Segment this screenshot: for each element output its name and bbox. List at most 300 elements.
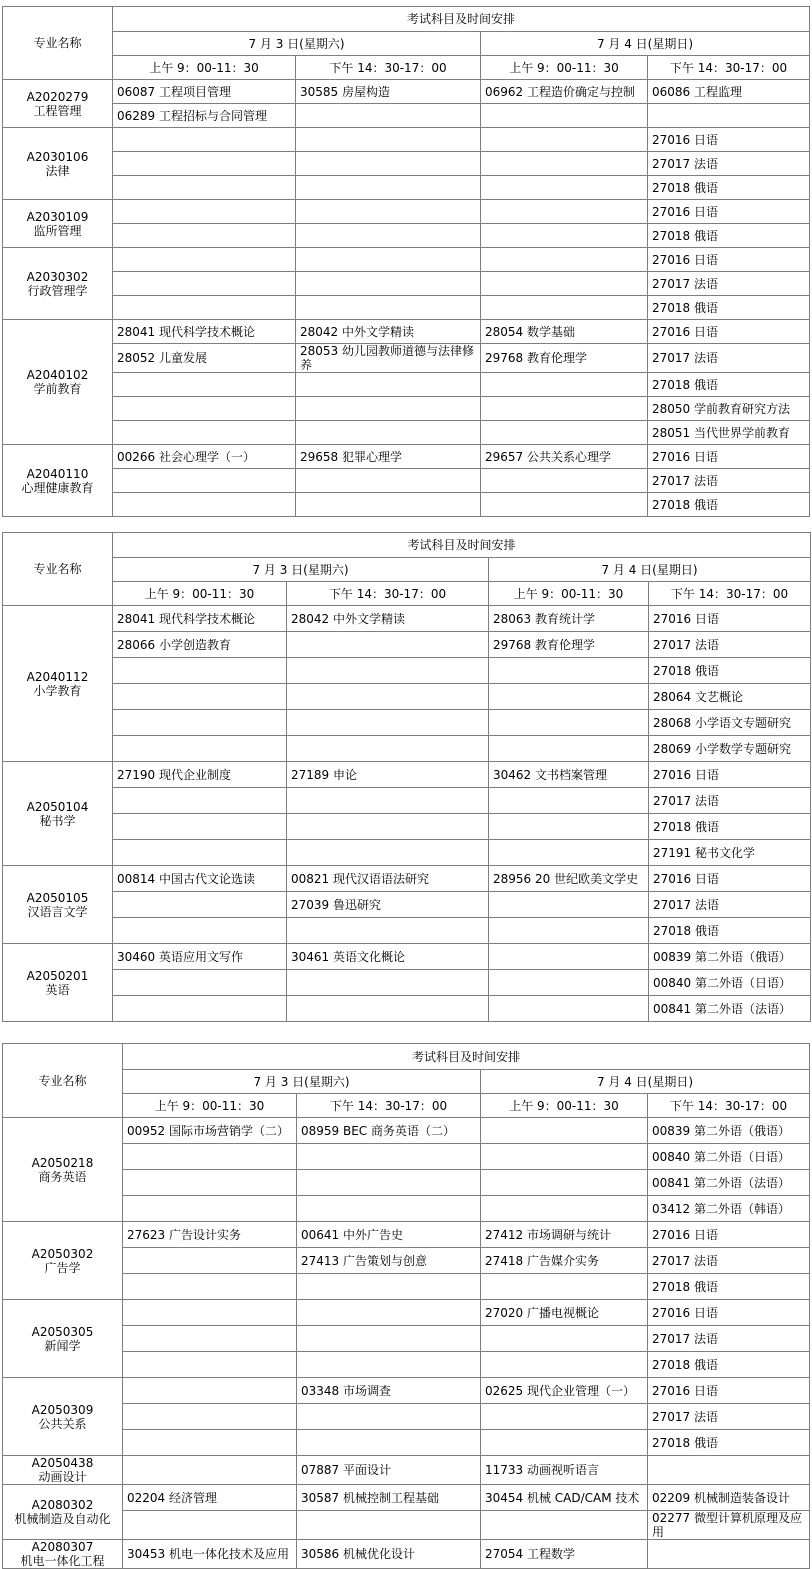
table-row	[3, 1404, 810, 1430]
course-cell: 30461 英语文化概论	[287, 944, 489, 970]
table-row	[3, 814, 811, 840]
major-code: A2020279	[26, 89, 89, 104]
course-cell	[123, 1300, 297, 1326]
course-cell: 27190 现代企业制度	[113, 762, 287, 788]
course-cell: 27016 日语	[648, 200, 810, 224]
major-code: A2080302	[31, 1498, 94, 1512]
course-cell: 27017 法语	[648, 272, 810, 296]
course-cell	[123, 1352, 297, 1378]
course-cell: 28069 小学数学专题研究	[649, 736, 811, 762]
table-row	[3, 1300, 810, 1326]
table-row	[3, 200, 810, 224]
course-cell	[113, 736, 287, 762]
table-row	[3, 176, 810, 200]
course-cell	[481, 1144, 648, 1170]
course-cell	[489, 814, 649, 840]
course-cell	[481, 397, 648, 421]
header-row	[3, 7, 810, 32]
major-code: A2030109	[26, 209, 89, 224]
course-cell: 27016 日语	[648, 248, 810, 272]
course-cell	[489, 658, 649, 684]
course-cell	[481, 1274, 648, 1300]
major-name: 秘书学	[39, 813, 76, 828]
major-cell	[3, 1222, 123, 1300]
table-row	[3, 1248, 810, 1274]
course-cell	[648, 1456, 810, 1485]
course-cell	[123, 1511, 297, 1540]
course-cell	[296, 128, 481, 152]
major-cell	[3, 248, 113, 320]
major-name: 广告学	[44, 1260, 81, 1275]
morning-session-header: 上午 9：00-11：30	[489, 582, 649, 606]
header-row	[3, 582, 811, 606]
course-cell: 28066 小学创造教育	[113, 632, 287, 658]
course-cell	[113, 272, 296, 296]
course-cell: 29768 教育伦理学	[489, 632, 649, 658]
course-cell: 27413 广告策划与创意	[297, 1248, 481, 1274]
course-cell: 27018 俄语	[648, 1430, 810, 1456]
table-row	[3, 104, 810, 128]
course-cell: 28054 数学基础	[481, 320, 648, 344]
course-cell	[481, 1326, 648, 1352]
course-cell	[489, 996, 649, 1022]
table-row	[3, 944, 811, 970]
course-cell	[113, 970, 287, 996]
course-cell	[481, 1404, 648, 1430]
major-name: 小学教育	[33, 683, 82, 698]
day1-header: 7 月 3 日(星期六)	[113, 32, 481, 56]
major-code: A2080307	[31, 1540, 94, 1554]
schedule-title: 考试科目及时间安排	[123, 1044, 810, 1070]
morning-session-header: 上午 9：00-11：30	[113, 582, 287, 606]
course-cell: 28041 现代科学技术概论	[113, 320, 296, 344]
course-cell: 27018 俄语	[648, 493, 810, 517]
afternoon-session-header: 下午 14：30-17：00	[649, 582, 811, 606]
course-cell	[287, 840, 489, 866]
table-row	[3, 344, 810, 373]
course-cell	[296, 397, 481, 421]
course-cell: 27018 俄语	[648, 373, 810, 397]
course-cell: 27018 俄语	[649, 658, 811, 684]
major-name: 心理健康教育	[21, 480, 94, 495]
schedule-table	[2, 532, 811, 1022]
course-cell	[287, 814, 489, 840]
course-cell: 29768 教育伦理学	[481, 344, 648, 373]
course-cell: 00821 现代汉语语法研究	[287, 866, 489, 892]
course-cell	[113, 658, 287, 684]
course-cell	[489, 788, 649, 814]
course-cell: 00641 中外广告史	[297, 1222, 481, 1248]
course-cell: 00840 第二外语（日语）	[648, 1144, 810, 1170]
table-row	[3, 296, 810, 320]
major-cell	[3, 200, 113, 248]
major-cell	[3, 1118, 123, 1222]
course-cell	[481, 128, 648, 152]
table-row	[3, 1118, 810, 1144]
course-cell: 00839 第二外语（俄语）	[649, 944, 811, 970]
header-row	[3, 1070, 810, 1094]
course-cell	[113, 176, 296, 200]
course-cell: 00840 第二外语（日语）	[649, 970, 811, 996]
course-cell	[481, 200, 648, 224]
course-cell: 06289 工程招标与合同管理	[113, 104, 296, 128]
course-cell	[113, 224, 296, 248]
course-cell: 30587 机械控制工程基础	[297, 1485, 481, 1511]
course-cell	[123, 1248, 297, 1274]
major-cell	[3, 320, 113, 445]
course-cell	[113, 373, 296, 397]
major-code: A2050201	[26, 968, 89, 983]
table-row	[3, 152, 810, 176]
major-cell	[3, 1456, 123, 1485]
course-cell	[123, 1274, 297, 1300]
course-cell: 28042 中外文学精读	[296, 320, 481, 344]
course-cell: 27016 日语	[649, 866, 811, 892]
major-code: A2050104	[26, 799, 89, 814]
course-cell: 06087 工程项目管理	[113, 80, 296, 104]
course-cell	[481, 176, 648, 200]
major-cell	[3, 128, 113, 200]
course-cell: 27017 法语	[648, 1326, 810, 1352]
course-cell	[123, 1144, 297, 1170]
major-name: 法律	[45, 163, 70, 178]
major-code: A2050218	[31, 1155, 94, 1170]
major-code: A2050438	[31, 1456, 94, 1470]
schedule-title: 考试科目及时间安排	[113, 533, 811, 558]
course-cell: 27020 广播电视概论	[481, 1300, 648, 1326]
major-name: 新闻学	[44, 1338, 81, 1353]
course-cell: 27054 工程数学	[481, 1540, 648, 1569]
course-cell	[297, 1404, 481, 1430]
course-cell: 27017 法语	[648, 1248, 810, 1274]
major-code: A2040110	[26, 466, 89, 481]
course-cell	[123, 1196, 297, 1222]
course-cell	[481, 421, 648, 445]
course-cell	[481, 224, 648, 248]
major-name: 公共关系	[38, 1416, 87, 1431]
course-cell	[123, 1378, 297, 1404]
major-code: A2050305	[31, 1324, 94, 1339]
course-cell: 29657 公共关系心理学	[481, 445, 648, 469]
course-cell	[113, 892, 287, 918]
course-cell	[489, 840, 649, 866]
major-cell	[3, 606, 113, 762]
course-cell: 28042 中外文学精读	[287, 606, 489, 632]
course-cell: 27017 法语	[648, 344, 810, 373]
table-row	[3, 469, 810, 493]
day2-header: 7 月 4 日(星期日)	[489, 558, 811, 582]
course-cell	[287, 788, 489, 814]
course-cell	[481, 1430, 648, 1456]
header-row	[3, 32, 810, 56]
course-cell	[481, 1196, 648, 1222]
course-cell	[287, 632, 489, 658]
course-cell: 27016 日语	[648, 1300, 810, 1326]
course-cell	[287, 996, 489, 1022]
course-cell	[113, 996, 287, 1022]
course-cell: 27017 法语	[648, 469, 810, 493]
table-row	[3, 493, 810, 517]
major-name: 机电一体化工程	[20, 1554, 105, 1568]
header-row	[3, 56, 810, 80]
major-name: 商务英语	[38, 1169, 87, 1184]
course-cell	[287, 658, 489, 684]
course-cell	[113, 493, 296, 517]
course-cell: 27018 俄语	[648, 1352, 810, 1378]
table-row	[3, 1352, 810, 1378]
course-cell	[287, 918, 489, 944]
course-cell	[297, 1170, 481, 1196]
course-cell: 30462 文书档案管理	[489, 762, 649, 788]
course-cell	[296, 152, 481, 176]
course-cell: 27018 俄语	[648, 176, 810, 200]
major-code: A2050302	[31, 1246, 94, 1261]
day1-header: 7 月 3 日(星期六)	[123, 1070, 481, 1094]
table-row	[3, 684, 811, 710]
table-row	[3, 1430, 810, 1456]
major-cell	[3, 1485, 123, 1540]
major-code: A2030106	[26, 149, 89, 164]
course-cell: 30460 英语应用文写作	[113, 944, 287, 970]
course-cell	[489, 892, 649, 918]
course-cell	[113, 469, 296, 493]
major-name: 汉语言文学	[27, 904, 88, 919]
major-cell	[3, 866, 113, 944]
course-cell	[287, 970, 489, 996]
schedule-table	[2, 6, 810, 517]
course-cell	[296, 373, 481, 397]
header-row	[3, 1094, 810, 1118]
course-cell	[113, 918, 287, 944]
course-cell: 27018 俄语	[648, 224, 810, 248]
morning-session-header: 上午 9：00-11：30	[481, 56, 648, 80]
course-cell	[481, 1170, 648, 1196]
course-cell	[296, 421, 481, 445]
table-row	[3, 224, 810, 248]
course-cell	[113, 421, 296, 445]
table-row	[3, 1170, 810, 1196]
course-cell: 27018 俄语	[649, 918, 811, 944]
course-cell	[113, 200, 296, 224]
course-cell	[113, 128, 296, 152]
course-cell: 08959 BEC 商务英语（二）	[297, 1118, 481, 1144]
major-code: A2050105	[26, 890, 89, 905]
course-cell: 07887 平面设计	[297, 1456, 481, 1485]
major-name: 动画设计	[38, 1470, 87, 1484]
table-row	[3, 1540, 810, 1569]
course-cell	[113, 710, 287, 736]
major-cell	[3, 1378, 123, 1456]
major-cell	[3, 1300, 123, 1378]
course-cell: 27016 日语	[648, 320, 810, 344]
course-cell	[297, 1326, 481, 1352]
course-cell	[297, 1430, 481, 1456]
header-row	[3, 1044, 810, 1070]
table-row	[3, 1511, 810, 1540]
course-cell: 27017 法语	[648, 152, 810, 176]
major-cell	[3, 445, 113, 517]
major-code: A2050309	[31, 1402, 94, 1417]
course-cell: 27017 法语	[648, 1404, 810, 1430]
course-cell: 27017 法语	[649, 632, 811, 658]
course-cell: 28068 小学语文专题研究	[649, 710, 811, 736]
course-cell: 27016 日语	[648, 1378, 810, 1404]
course-cell: 03348 市场调查	[297, 1378, 481, 1404]
course-cell: 00266 社会心理学（一）	[113, 445, 296, 469]
course-cell: 28063 教育统计学	[489, 606, 649, 632]
course-cell	[297, 1352, 481, 1378]
course-cell	[287, 736, 489, 762]
course-cell	[648, 104, 810, 128]
table-row	[3, 762, 811, 788]
course-cell	[296, 469, 481, 493]
table-row	[3, 248, 810, 272]
table-row	[3, 373, 810, 397]
course-cell: 30454 机械 CAD/CAM 技术	[481, 1485, 648, 1511]
course-cell: 27016 日语	[649, 606, 811, 632]
morning-session-header: 上午 9：00-11：30	[123, 1094, 297, 1118]
course-cell	[489, 684, 649, 710]
course-cell: 02277 微型计算机原理及应用	[648, 1511, 810, 1540]
course-cell	[296, 200, 481, 224]
table-row	[3, 1378, 810, 1404]
course-cell: 27412 市场调研与统计	[481, 1222, 648, 1248]
course-cell	[113, 684, 287, 710]
course-cell: 11733 动画视听语言	[481, 1456, 648, 1485]
major-name-header: 专业名称	[3, 1044, 123, 1118]
course-cell	[297, 1274, 481, 1300]
table-row	[3, 736, 811, 762]
major-name: 监所管理	[33, 223, 82, 238]
course-cell: 27018 俄语	[649, 814, 811, 840]
course-cell	[123, 1456, 297, 1485]
course-cell	[113, 788, 287, 814]
course-cell: 27016 日语	[648, 128, 810, 152]
course-cell	[489, 944, 649, 970]
course-cell	[296, 296, 481, 320]
course-cell	[113, 152, 296, 176]
schedule-table	[2, 1043, 810, 1569]
course-cell: 27018 俄语	[648, 1274, 810, 1300]
table-row	[3, 658, 811, 684]
course-cell: 27039 鲁迅研究	[287, 892, 489, 918]
schedule-title: 考试科目及时间安排	[113, 7, 810, 32]
course-cell: 28041 现代科学技术概论	[113, 606, 287, 632]
course-cell	[296, 104, 481, 128]
course-cell	[489, 710, 649, 736]
table-row	[3, 320, 810, 344]
course-cell	[481, 1511, 648, 1540]
course-cell: 30585 房屋构造	[296, 80, 481, 104]
major-name-header: 专业名称	[3, 533, 113, 606]
table-row	[3, 918, 811, 944]
course-cell: 28956 20 世纪欧美文学史	[489, 866, 649, 892]
course-cell	[296, 248, 481, 272]
course-cell	[113, 397, 296, 421]
course-cell	[296, 272, 481, 296]
course-cell	[123, 1326, 297, 1352]
course-cell: 06086 工程监理	[648, 80, 810, 104]
course-cell	[481, 104, 648, 128]
course-cell: 28050 学前教育研究方法	[648, 397, 810, 421]
course-cell: 27016 日语	[649, 762, 811, 788]
table-row	[3, 996, 811, 1022]
course-cell: 27017 法语	[649, 892, 811, 918]
table-row	[3, 606, 811, 632]
major-code: A2040112	[26, 669, 89, 684]
course-cell: 03412 第二外语（韩语）	[648, 1196, 810, 1222]
course-cell: 00814 中国古代文论选读	[113, 866, 287, 892]
course-cell	[489, 970, 649, 996]
major-cell	[3, 762, 113, 866]
course-cell: 00841 第二外语（法语）	[648, 1170, 810, 1196]
course-cell: 28051 当代世界学前教育	[648, 421, 810, 445]
course-cell: 06962 工程造价确定与控制	[481, 80, 648, 104]
course-cell	[113, 296, 296, 320]
course-cell	[287, 684, 489, 710]
course-cell	[113, 840, 287, 866]
major-cell	[3, 1540, 123, 1569]
course-cell: 02209 机械制造装备设计	[648, 1485, 810, 1511]
course-cell	[297, 1300, 481, 1326]
course-cell	[481, 248, 648, 272]
morning-session-header: 上午 9：00-11：30	[481, 1094, 648, 1118]
major-name: 行政管理学	[27, 283, 88, 298]
course-cell	[287, 710, 489, 736]
major-name: 学前教育	[33, 382, 82, 396]
course-cell: 27189 申论	[287, 762, 489, 788]
day1-header: 7 月 3 日(星期六)	[113, 558, 489, 582]
afternoon-session-header: 下午 14：30-17：00	[648, 56, 810, 80]
course-cell	[297, 1144, 481, 1170]
afternoon-session-header: 下午 14：30-17：00	[287, 582, 489, 606]
major-cell	[3, 944, 113, 1022]
morning-session-header: 上午 9：00-11：30	[113, 56, 296, 80]
table-row	[3, 1456, 810, 1485]
major-name-header: 专业名称	[3, 7, 113, 80]
course-cell: 28064 文艺概论	[649, 684, 811, 710]
table-row	[3, 710, 811, 736]
major-code: A2030302	[26, 269, 89, 284]
course-cell	[481, 469, 648, 493]
course-cell	[123, 1430, 297, 1456]
table-row	[3, 840, 811, 866]
course-cell	[481, 493, 648, 517]
table-row	[3, 1485, 810, 1511]
table-row	[3, 128, 810, 152]
course-cell: 02625 现代企业管理（一）	[481, 1378, 648, 1404]
course-cell: 27623 广告设计实务	[123, 1222, 297, 1248]
major-name: 工程管理	[33, 103, 82, 118]
course-cell	[113, 248, 296, 272]
course-cell	[297, 1511, 481, 1540]
course-cell	[481, 373, 648, 397]
major-name: 机械制造及自动化	[14, 1512, 111, 1526]
course-cell	[481, 1352, 648, 1378]
course-cell	[123, 1404, 297, 1430]
course-cell	[113, 814, 287, 840]
day2-header: 7 月 4 日(星期日)	[481, 32, 810, 56]
course-cell: 28052 儿童发展	[113, 344, 296, 373]
course-cell	[481, 152, 648, 176]
course-cell	[296, 176, 481, 200]
course-cell	[123, 1170, 297, 1196]
table-row	[3, 866, 811, 892]
course-cell	[296, 493, 481, 517]
course-cell	[297, 1196, 481, 1222]
course-cell	[481, 296, 648, 320]
table-row	[3, 1144, 810, 1170]
